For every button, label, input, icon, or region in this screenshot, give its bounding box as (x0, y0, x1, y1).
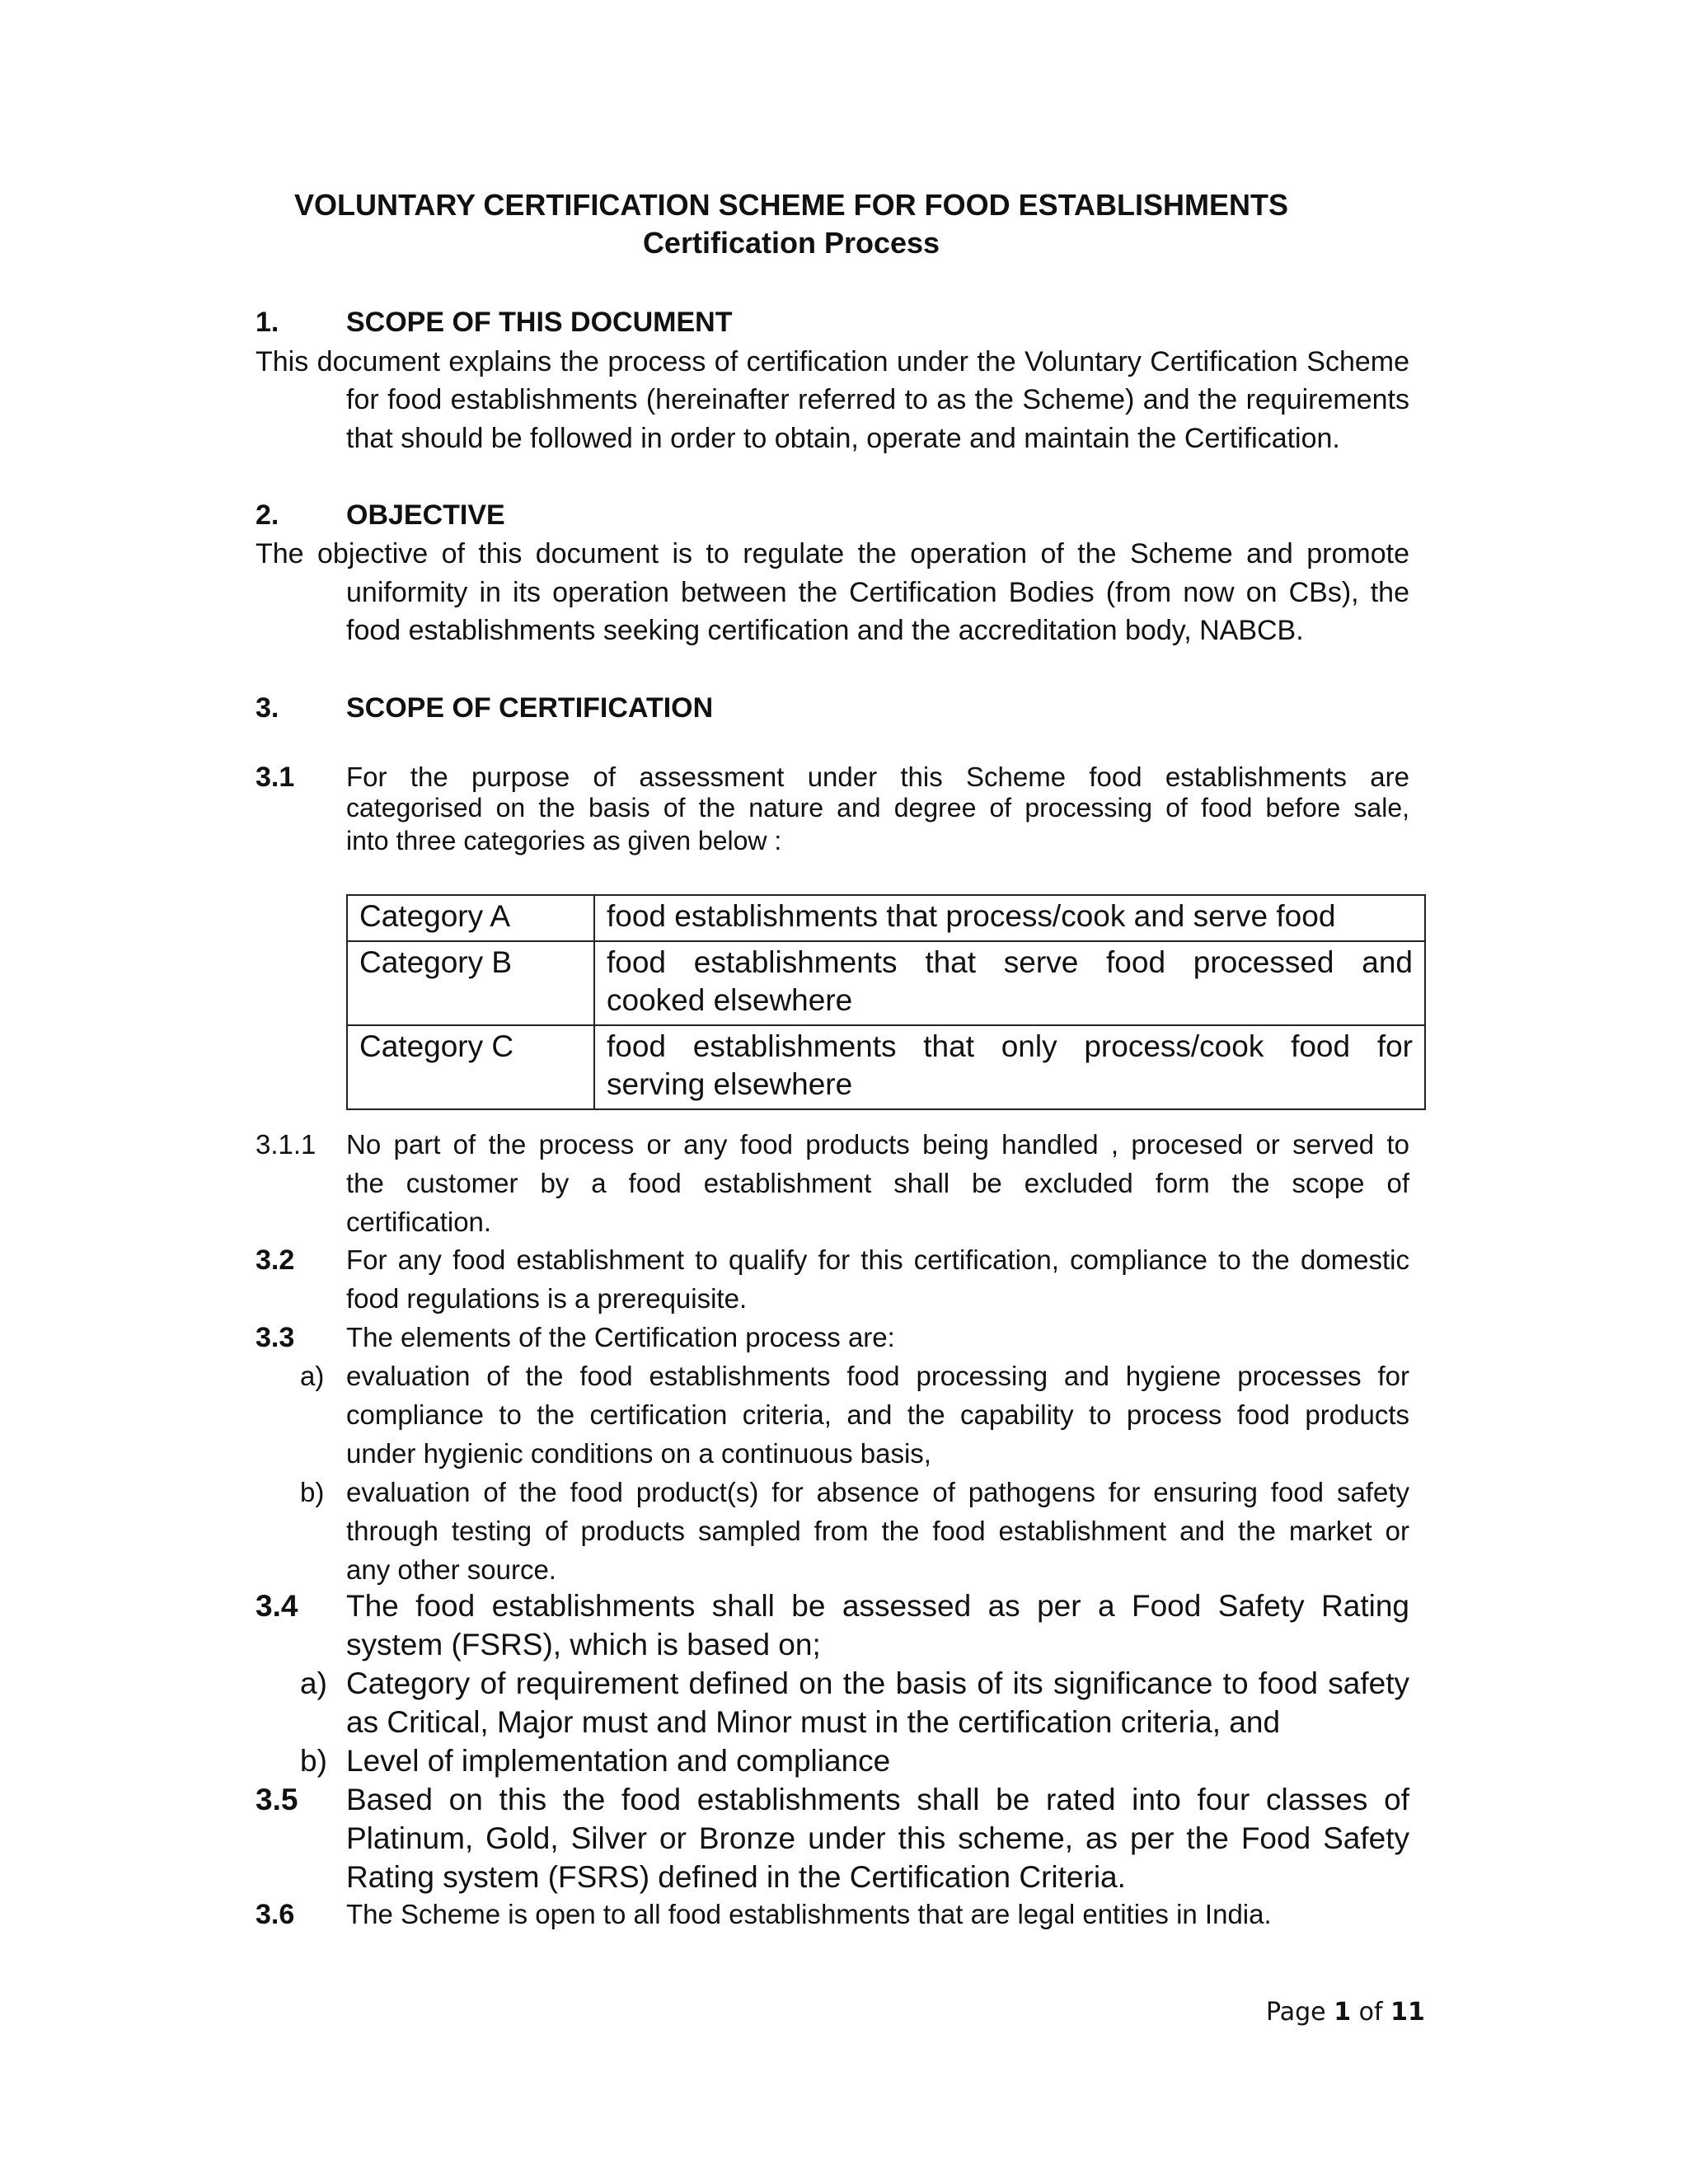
category-description (594, 1025, 1425, 1109)
table-row (347, 941, 1425, 1025)
clause-3-5-line: Rating system (FSRS) defined in the Certification Criteria. (346, 1860, 1126, 1894)
section-2-line: The objective of this document is to regulate the operation of the Scheme and promote (256, 538, 1409, 569)
document-title: VOLUNTARY CERTIFICATION SCHEME FOR FOOD ESTABLISHMENTS (294, 188, 1288, 222)
section-1-line: for food establishments (hereinafter referred to as the Scheme) and the requirements (346, 384, 1409, 415)
clause-3-3-a-line: evaluation of the food establishments food processing and hygiene processes for (346, 1361, 1409, 1391)
category-description (594, 941, 1425, 1025)
section-1-heading: SCOPE OF THIS DOCUMENT (346, 307, 733, 338)
clause-3-3-b-line: evaluation of the food product(s) for absence of pathogens for ensuring food safety (346, 1477, 1409, 1507)
category-table (346, 894, 1426, 1110)
clause-3-4-a-line: as Critical, Major must and Minor must in the certification criteria, and (346, 1705, 1281, 1739)
clause-3-1-line: categorised on the basis of the nature and degree of processing of food before sale, (346, 793, 1409, 823)
category-description-line: food establishments that only process/cook food for (607, 1029, 1413, 1063)
section-3-number: 3. (256, 692, 279, 724)
category-name: Category C (347, 1025, 594, 1109)
section-1-line: that should be followed in order to obtain, operate and maintain the Certification. (346, 423, 1340, 454)
clause-3-1-1-line: the customer by a food establishment shall be excluded form the scope of (346, 1168, 1409, 1198)
of-word: of (1358, 1998, 1383, 2027)
clause-3-4-a-line: Category of requirement defined on the basis of its significance to food safety (346, 1666, 1409, 1700)
category-name: Category B (347, 941, 594, 1025)
clause-3-2-line: For any food establishment to qualify for this certification, compliance to the domestic (346, 1244, 1409, 1275)
clause-3-3-b-line: through testing of products sampled from the food establishment and the market or (346, 1516, 1409, 1546)
clause-3-3-b-label: b) (300, 1477, 325, 1507)
clause-3-2-number: 3.2 (256, 1244, 295, 1276)
clause-3-1-1-number: 3.1.1 (256, 1129, 316, 1160)
document-subtitle: Certification Process (642, 226, 940, 260)
section-2-heading: OBJECTIVE (346, 499, 505, 531)
page-total: 11 (1390, 1998, 1425, 2027)
clause-3-3-line: The elements of the Certification process are: (346, 1322, 895, 1352)
section-1-number: 1. (256, 307, 279, 338)
clause-3-5-line: Based on this the food establishments shall be rated into four classes of (346, 1783, 1409, 1816)
clause-3-6-line: The Scheme is open to all food establishments that are legal entities in India. (346, 1899, 1272, 1929)
clause-3-3-a-line: under hygienic conditions on a continuous basis, (346, 1438, 931, 1469)
section-2-line: uniformity in its operation between the Certification Bodies (from now on CBs), the (346, 577, 1409, 608)
clause-3-4-number: 3.4 (256, 1589, 298, 1623)
clause-3-6-number: 3.6 (256, 1899, 295, 1930)
clause-3-1-line: into three categories as given below : (346, 826, 782, 855)
section-1-line: This document explains the process of certification under the Voluntary Certification Scheme (256, 346, 1409, 377)
section-2-line: food establishments seeking certification and the accreditation body, NABCB. (346, 615, 1304, 646)
category-description-line: food establishments that process/cook and serve food (607, 899, 1336, 933)
clause-3-2-line: food regulations is a prerequisite. (346, 1283, 748, 1314)
category-description-line: serving elsewhere (607, 1067, 853, 1101)
clause-3-5-line: Platinum, Gold, Silver or Bronze under this scheme, as per the Food Safety (346, 1821, 1409, 1855)
clause-3-3-b-line: any other source. (346, 1554, 556, 1585)
section-3-heading: SCOPE OF CERTIFICATION (346, 692, 714, 724)
page-current: 1 (1334, 1998, 1352, 2027)
clause-3-4-b-label: b) (300, 1744, 327, 1778)
page-word: Page (1266, 1998, 1326, 2027)
clause-3-3-number: 3.3 (256, 1322, 295, 1353)
clause-3-1-line: For the purpose of assessment under this Scheme food establishments are (346, 762, 1409, 792)
clause-3-4-line: The food establishments shall be assessed as per a Food Safety Rating (346, 1589, 1409, 1623)
clause-3-4-line: system (FSRS), which is based on; (346, 1628, 821, 1661)
clause-3-3-a-line: compliance to the certification criteria, and the capability to process food products (346, 1399, 1409, 1430)
clause-3-3-a-label: a) (300, 1361, 325, 1391)
clause-3-4-b-line: Level of implementation and compliance (346, 1744, 891, 1778)
category-description (594, 895, 1425, 941)
category-name: Category A (347, 895, 594, 941)
clause-3-1-1-line: No part of the process or any food products being handled , procesed or served to (346, 1129, 1409, 1160)
table-row (347, 1025, 1425, 1109)
category-description-line: cooked elsewhere (607, 983, 853, 1017)
category-description-line: food establishments that serve food processed and (607, 945, 1413, 979)
section-2-number: 2. (256, 499, 279, 531)
clause-3-1-number: 3.1 (256, 762, 295, 793)
table-row (347, 895, 1425, 941)
clause-3-5-number: 3.5 (256, 1783, 298, 1816)
page-number-footer (1266, 1998, 1425, 2027)
clause-3-1-1-line: certification. (346, 1207, 492, 1237)
clause-3-4-a-label: a) (300, 1666, 327, 1700)
